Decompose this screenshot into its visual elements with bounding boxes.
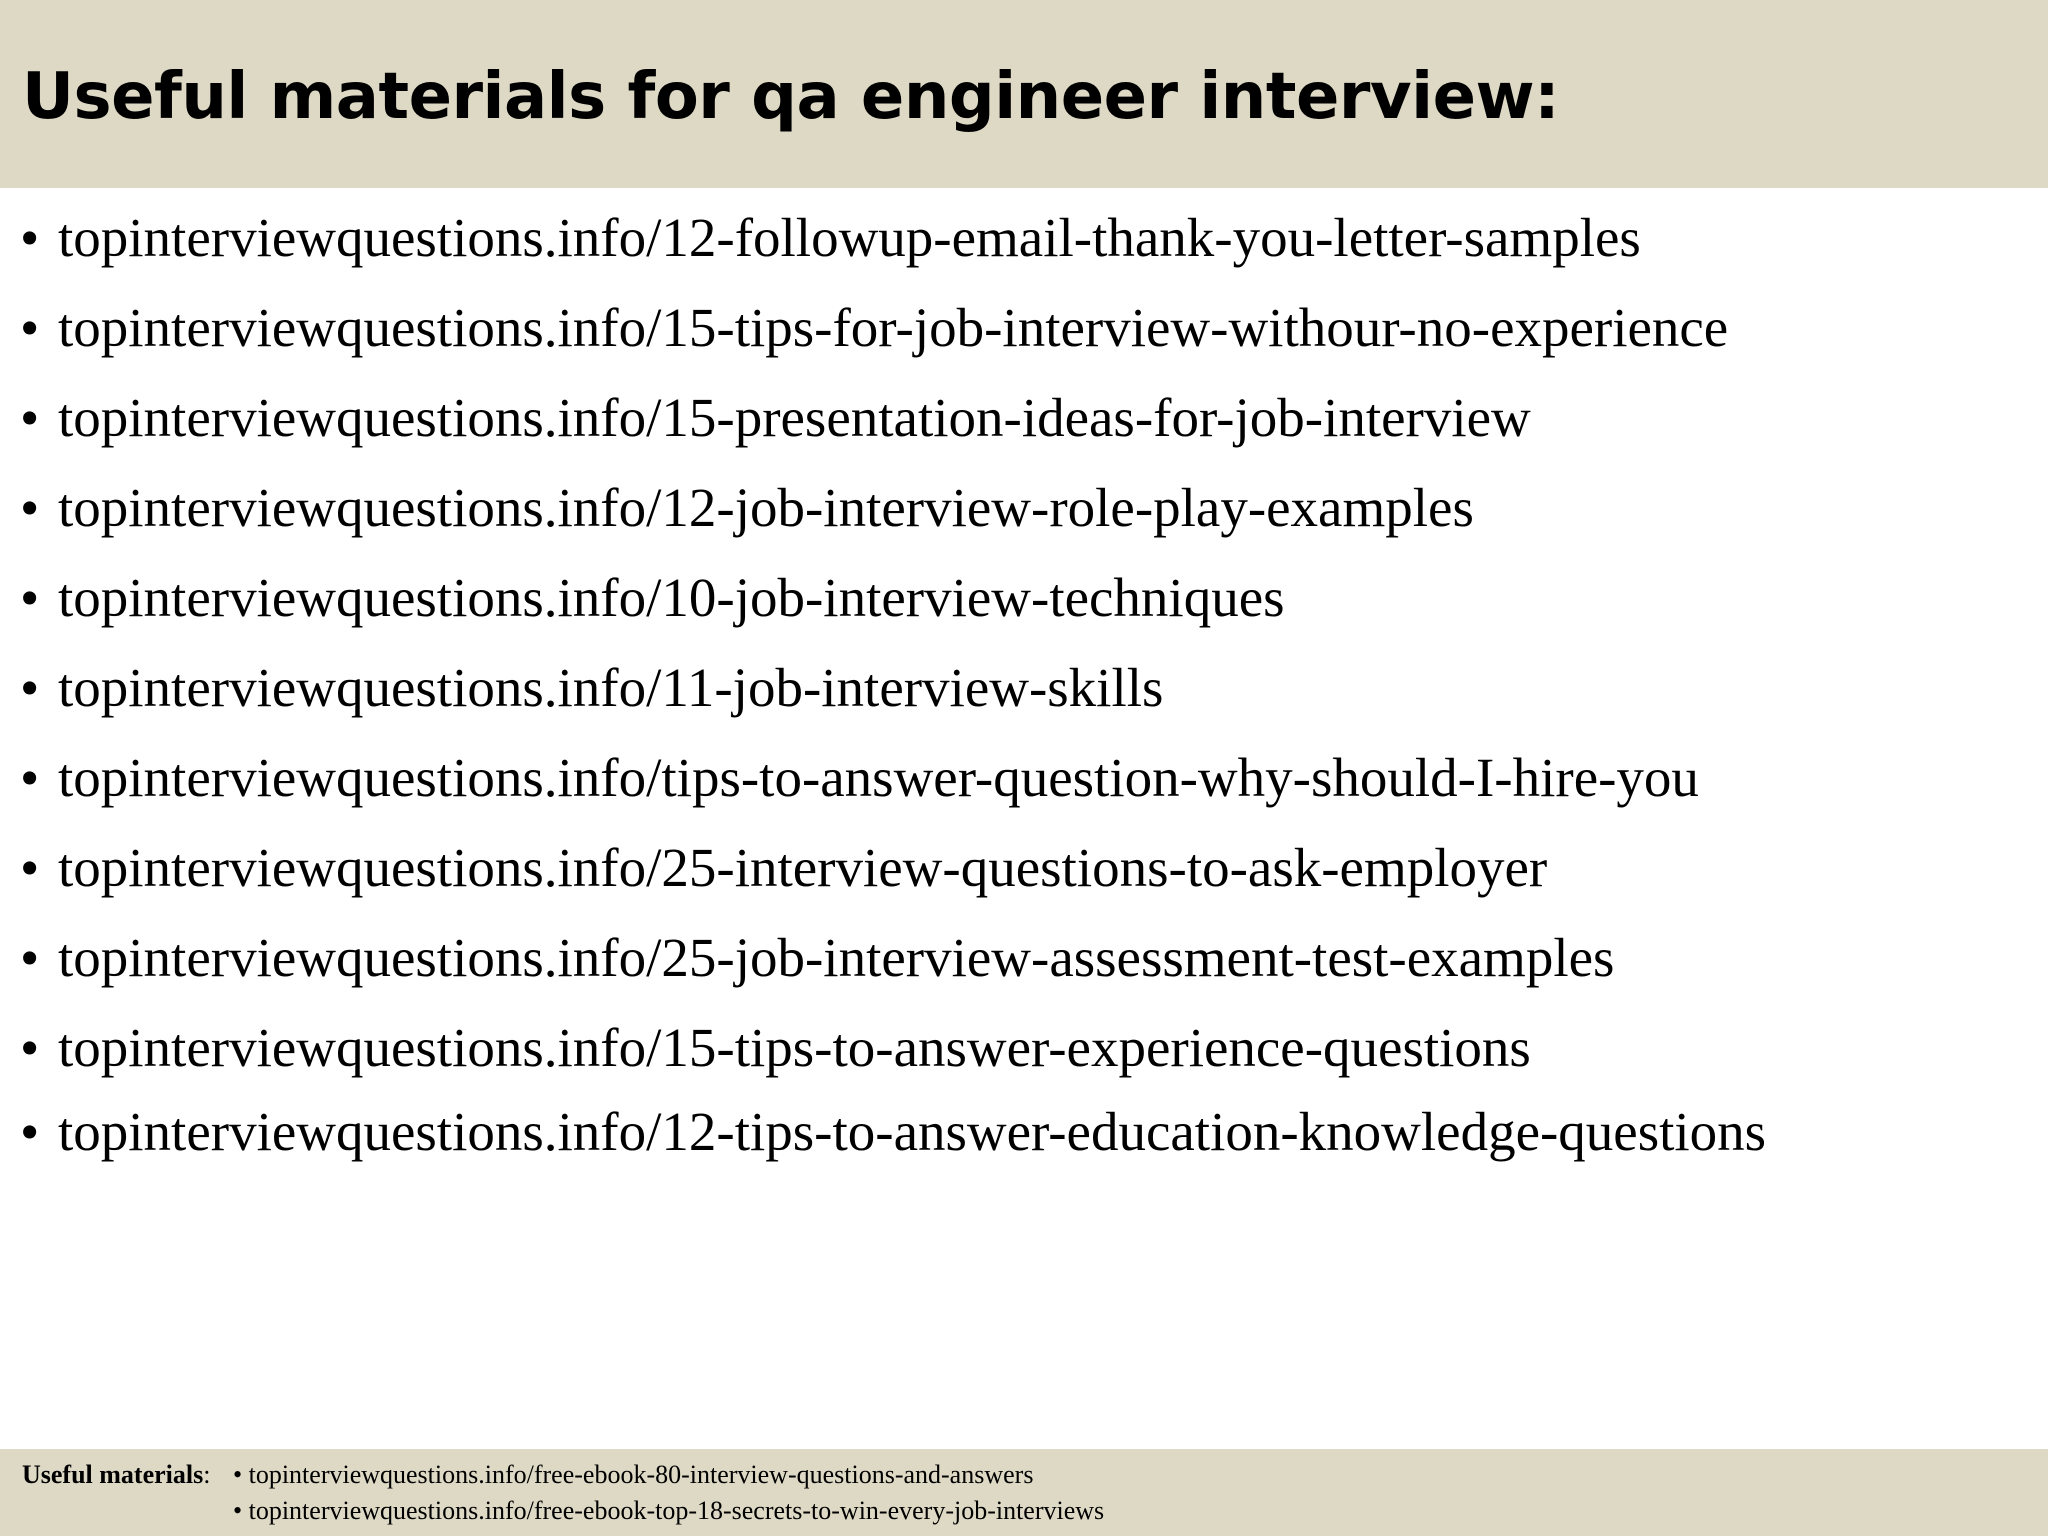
list-item [20, 476, 1474, 540]
link-text[interactable]: topinterviewquestions.info/15-tips-for-job-interview-withour-no-experience [58, 297, 1729, 358]
footer-bar [0, 1449, 2048, 1536]
link-text[interactable]: topinterviewquestions.info/11-job-interview-skills [58, 657, 1164, 718]
bullet: • [20, 747, 40, 808]
title-bar [0, 0, 2048, 188]
list-item [20, 656, 1163, 720]
link-text[interactable]: topinterviewquestions.info/15-tips-to-answer-experience-questions [58, 1017, 1531, 1078]
bullet: • [20, 207, 40, 268]
list-item [20, 296, 1728, 360]
footer-link [233, 1458, 1033, 1492]
link-text[interactable]: topinterviewquestions.info/tips-to-answer-question-why-should-I-hire-you [58, 747, 1699, 808]
link-text[interactable]: topinterviewquestions.info/12-tips-to-answer-education-knowledge-questions [58, 1101, 1767, 1162]
bullet: • [20, 477, 40, 538]
footer-link-text[interactable]: topinterviewquestions.info/free-ebook-80-interview-questions-and-answers [248, 1460, 1034, 1489]
list-item [20, 1016, 1531, 1080]
bullet: • [20, 1101, 40, 1162]
list-item [20, 386, 1531, 450]
list-item [20, 1100, 1766, 1164]
link-text[interactable]: topinterviewquestions.info/12-job-interview-role-play-examples [58, 477, 1474, 538]
list-item [20, 206, 1641, 270]
footer-separator: : [203, 1460, 211, 1489]
bullet: • [20, 297, 40, 358]
page-title: Useful materials for qa engineer interview: [22, 60, 1560, 134]
list-item [20, 926, 1614, 990]
list-item [20, 566, 1285, 630]
footer-label-text: Useful materials [22, 1460, 204, 1489]
bullet: • [20, 657, 40, 718]
list-item [20, 746, 1699, 810]
bullet: • [233, 1460, 243, 1489]
link-text[interactable]: topinterviewquestions.info/15-presentation-ideas-for-job-interview [58, 387, 1531, 448]
link-text[interactable]: topinterviewquestions.info/10-job-interview-techniques [58, 567, 1285, 628]
bullet: • [20, 837, 40, 898]
list-item [20, 836, 1547, 900]
footer-link [233, 1494, 1104, 1528]
link-text[interactable]: topinterviewquestions.info/12-followup-email-thank-you-letter-samples [58, 207, 1641, 268]
bullet: • [20, 387, 40, 448]
footer-label [22, 1458, 210, 1492]
bullet: • [20, 567, 40, 628]
link-text[interactable]: topinterviewquestions.info/25-job-interview-assessment-test-examples [58, 927, 1615, 988]
link-text[interactable]: topinterviewquestions.info/25-interview-questions-to-ask-employer [58, 837, 1548, 898]
bullet: • [233, 1496, 243, 1525]
footer-link-text[interactable]: topinterviewquestions.info/free-ebook-top-18-secrets-to-win-every-job-interviews [248, 1496, 1105, 1525]
bullet: • [20, 927, 40, 988]
bullet: • [20, 1017, 40, 1078]
